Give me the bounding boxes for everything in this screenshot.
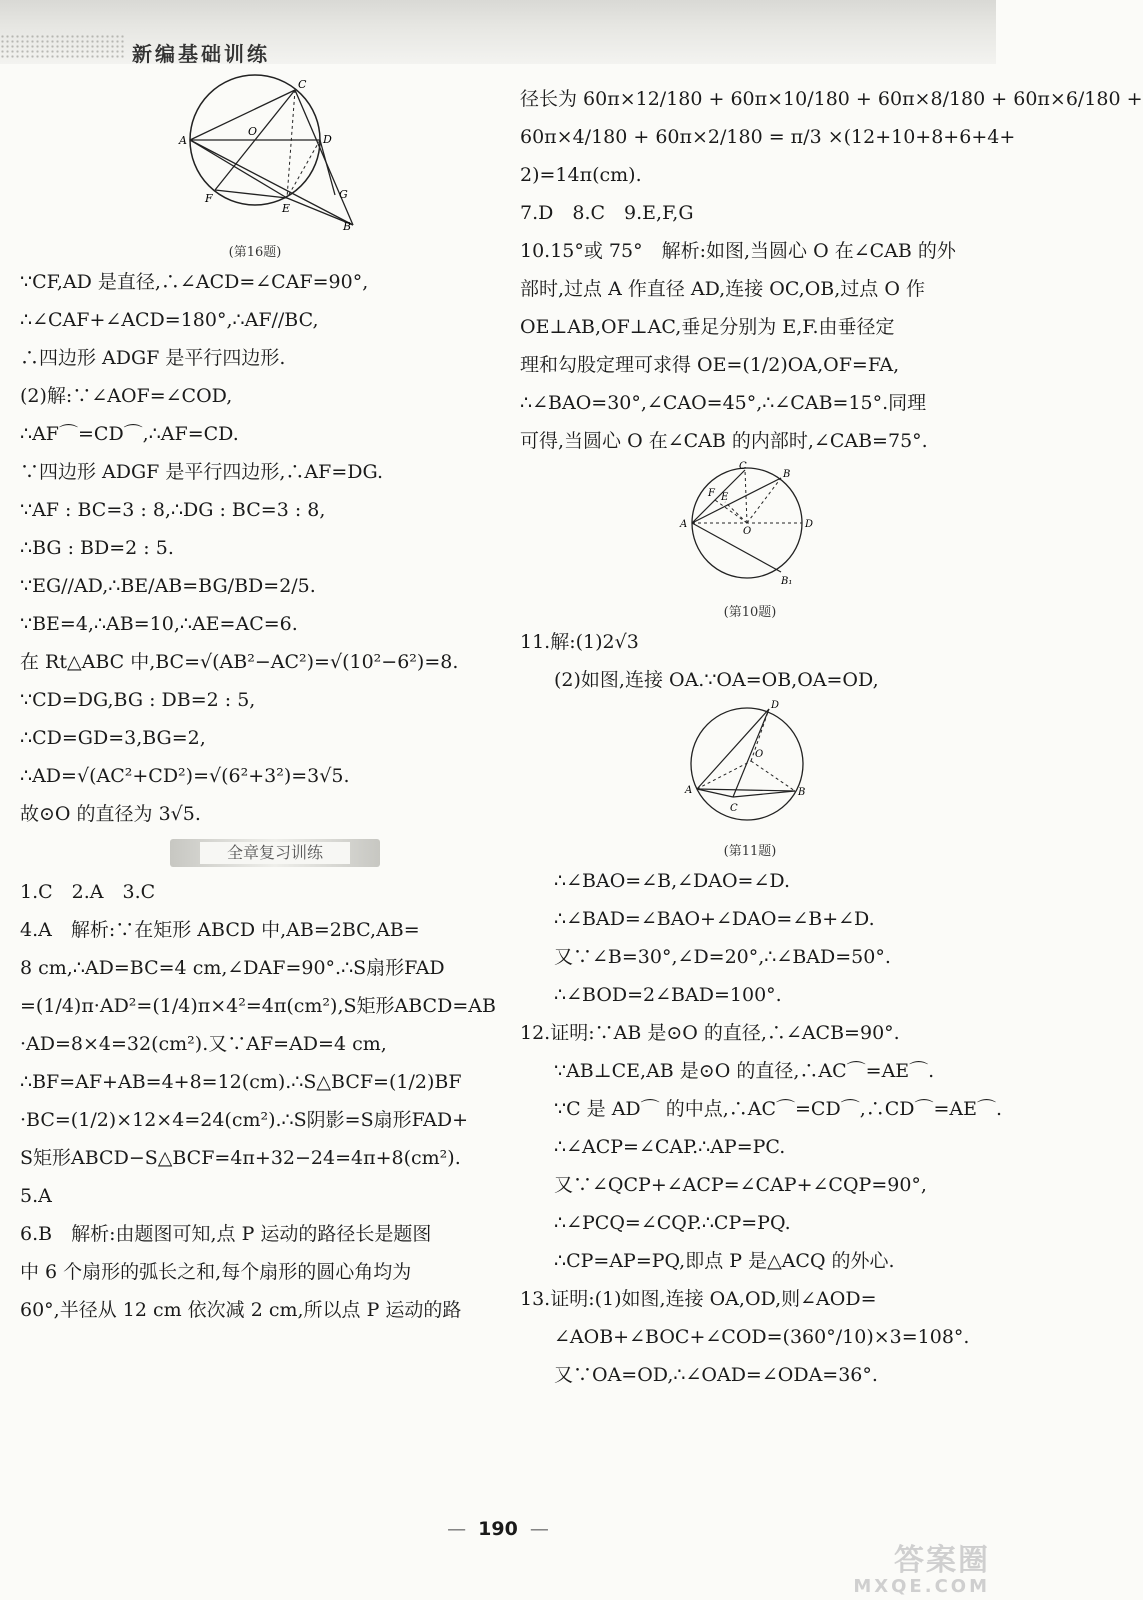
text-line: 11.解:(1)2√3 xyxy=(520,631,639,653)
point-label-o: O xyxy=(248,125,258,138)
text-line: ∴四边形 ADGF 是平行四边形. xyxy=(20,347,286,369)
point-label-b: B xyxy=(343,220,352,233)
text-line: ∴CD=GD=3,BG=2, xyxy=(20,727,206,749)
text-line: 2)=14π(cm). xyxy=(520,164,642,186)
text-line: 在 Rt△ABC 中,BC=√(AB²−AC²)=√(10²−6²)=8. xyxy=(20,651,459,673)
text-line: ∵EG//AD,∴BE/AB=BG/BD=2/5. xyxy=(20,575,316,597)
text-line: ∴∠BAO=30°,∠CAO=45°,∴∠CAB=15°.同理 xyxy=(520,392,927,414)
figure-10-caption: (第10题) xyxy=(723,605,777,620)
text-line: ∴AF⌒=CD⌒,∴AF=CD. xyxy=(20,423,239,445)
text-line: 部时,过点 A 作直径 AD,连接 OC,OB,过点 O 作 xyxy=(520,278,925,300)
answer-line: S矩形ABCD−S△BCF=4π+32−24=4π+8(cm²). xyxy=(20,1147,461,1169)
point-label-f: F xyxy=(205,192,213,205)
point-label-f: F xyxy=(708,488,715,499)
text-line: ∴CP=AP=PQ,即点 P 是△ACQ 的外心. xyxy=(554,1250,895,1272)
answer-line: 6.B 解析:由题图可知,点 P 运动的路径长是题图 xyxy=(20,1223,432,1245)
text-line: 又∵∠B=30°,∠D=20°,∴∠BAD=50°. xyxy=(554,946,891,968)
text-line: ∵AB⊥CE,AB 是⊙O 的直径,∴AC⌒=AE⌒. xyxy=(554,1060,935,1082)
point-label-a: A xyxy=(179,134,187,147)
point-label-c: C xyxy=(739,461,747,472)
point-label-o: O xyxy=(743,526,752,537)
answer-line: 8 cm,∴AD=BC=4 cm,∠DAF=90°.∴S扇形FAD xyxy=(20,957,445,979)
text-line: ∵CD=DG,BG : DB=2 : 5, xyxy=(20,689,256,711)
text-line: ∵四边形 ADGF 是平行四边形,∴AF=DG. xyxy=(20,461,384,483)
text-line: OE⊥AB,OF⊥AC,垂足分别为 E,F.由垂径定 xyxy=(520,316,895,338)
answer-line: ∴BF=AF+AB=4+8=12(cm).∴S△BCF=(1/2)BF xyxy=(20,1071,462,1093)
page-header xyxy=(0,0,996,64)
point-label-e: E xyxy=(721,492,729,503)
page-number xyxy=(0,1518,996,1540)
text-line: ∵AF : BC=3 : 8,∴DG : BC=3 : 8, xyxy=(20,499,326,521)
figure-10 xyxy=(520,460,980,603)
point-label-b: B xyxy=(783,469,791,480)
text-line: 又∵OA=OD,∴∠OAD=∠ODA=36°. xyxy=(554,1364,878,1386)
text-line: ∴∠ACP=∠CAP.∴AP=PC. xyxy=(554,1136,786,1158)
watermark-brand: 答案圈 xyxy=(894,1543,990,1578)
text-line: 12.证明:∵AB 是⊙O 的直径,∴∠ACB=90°. xyxy=(520,1022,900,1044)
text-line: ∴∠BAD=∠BAO+∠DAO=∠B+∠D. xyxy=(554,908,875,930)
right-column xyxy=(520,80,1143,1394)
answer-line: 4.A 解析:∵在矩形 ABCD 中,AB=2BC,AB= xyxy=(20,919,420,941)
text-line: ∵C 是 AD⌒ 的中点,∴AC⌒=CD⌒,∴CD⌒=AE⌒. xyxy=(554,1098,1003,1120)
text-line: ∵CF,AD 是直径,∴∠ACD=∠CAF=90°, xyxy=(20,271,369,293)
text-line: 13.证明:(1)如图,连接 OA,OD,则∠AOD= xyxy=(520,1288,877,1310)
point-label-a: A xyxy=(680,519,688,530)
text-line: ∴∠BAO=∠B,∠DAO=∠D. xyxy=(554,870,790,892)
answer-line: 60°,半径从 12 cm 依次减 2 cm,所以点 P 运动的路 xyxy=(20,1299,462,1321)
figure-16-diagram xyxy=(155,78,355,233)
point-label-o: O xyxy=(755,749,764,760)
text-line: ∴AD=√(AC²+CD²)=√(6²+3²)=3√5. xyxy=(20,765,350,787)
text-line: ∴∠PCQ=∠CQP.∴CP=PQ. xyxy=(554,1212,791,1234)
figure-16-caption: (第16题) xyxy=(228,245,282,260)
text-line: 故⊙O 的直径为 3√5. xyxy=(20,803,201,825)
answer-line: ·BC=(1/2)×12×4=24(cm²).∴S阴影=S扇形FAD+ xyxy=(20,1109,469,1131)
text-line: (2)解:∵∠AOF=∠COD, xyxy=(20,385,233,407)
text-line: ∴∠BOD=2∠BAD=100°. xyxy=(554,984,782,1006)
series-title: 新编基础训练 xyxy=(132,42,270,66)
figure-11 xyxy=(520,699,980,842)
point-label-b1: B₁ xyxy=(781,576,793,587)
text-line: ∵BE=4,∴AB=10,∴AE=AC=6. xyxy=(20,613,298,635)
header-dot-pattern xyxy=(0,34,125,60)
left-column xyxy=(20,78,496,1329)
point-label-c: C xyxy=(730,803,738,814)
answer-line: 5.A xyxy=(20,1185,52,1207)
section-title: 全章复习训练 xyxy=(200,842,350,864)
point-label-e: E xyxy=(282,202,291,215)
point-label-d: D xyxy=(805,519,814,530)
text-line: ∠AOB+∠BOC+∠COD=(360°/10)×3=108°. xyxy=(554,1326,970,1348)
answer-line: ·AD=8×4=32(cm²).又∵AF=AD=4 cm, xyxy=(20,1033,387,1055)
answer-line: 1.C 2.A 3.C xyxy=(20,881,156,903)
watermark xyxy=(780,1545,990,1600)
point-label-d: D xyxy=(323,133,332,146)
point-label-d: D xyxy=(771,700,780,711)
text-line: (2)如图,连接 OA.∵OA=OB,OA=OD, xyxy=(554,669,879,691)
figure-11-caption: (第11题) xyxy=(723,844,777,859)
text-line: 径长为 60π×12/180 + 60π×10/180 + 60π×8/180 + 60π×6/180 + xyxy=(520,88,1143,110)
watermark-url: MXQE.COM xyxy=(853,1576,990,1597)
answer-line: 中 6 个扇形的弧长之和,每个扇形的圆心角均为 xyxy=(20,1261,412,1283)
text-line: 7.D 8.C 9.E,F,G xyxy=(520,202,694,224)
figure-16 xyxy=(20,80,490,243)
section-banner xyxy=(170,839,380,867)
point-label-b: B xyxy=(798,787,806,798)
point-label-g: G xyxy=(339,188,348,201)
text-line: 又∵∠QCP+∠ACP=∠CAP+∠CQP=90°, xyxy=(554,1174,927,1196)
page-number-value: 190 xyxy=(478,1518,518,1540)
figure-11-diagram xyxy=(675,699,825,829)
point-label-a: A xyxy=(685,785,693,796)
text-line: ∴∠CAF+∠ACD=180°,∴AF//BC, xyxy=(20,309,319,331)
answer-line: =(1/4)π·AD²=(1/4)π×4²=4π(cm²),S矩形ABCD=AB xyxy=(20,995,496,1017)
text-line: ∴BG : BD=2 : 5. xyxy=(20,537,174,559)
point-label-c: C xyxy=(298,78,307,91)
text-line: 10.15°或 75° 解析:如图,当圆心 O 在∠CAB 的外 xyxy=(520,240,956,262)
text-line: 可得,当圆心 O 在∠CAB 的内部时,∠CAB=75°. xyxy=(520,430,928,452)
figure-10-diagram xyxy=(675,460,825,590)
text-line: 理和勾股定理可求得 OE=(1/2)OA,OF=FA, xyxy=(520,354,900,376)
text-line: 60π×4/180 + 60π×2/180 = π/3 ×(12+10+8+6+4+ xyxy=(520,126,1016,148)
